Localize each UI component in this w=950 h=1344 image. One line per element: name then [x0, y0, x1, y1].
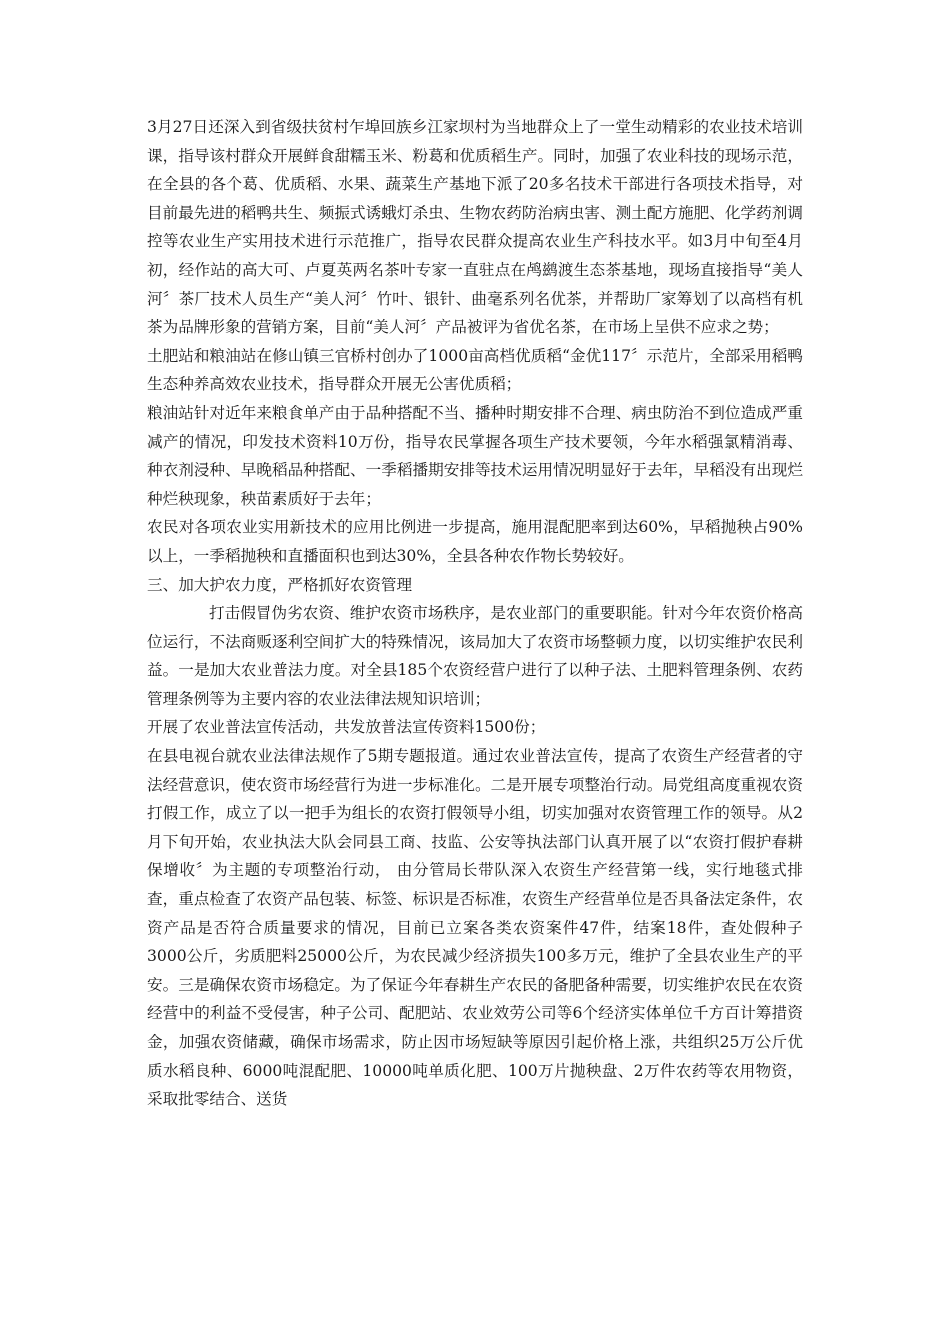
paragraph-anti-counterfeit: 打击假冒伪劣农资、维护农资市场秩序，是农业部门的重要职能。针对今年农资价格高位运行，不法商贩逐利空间扩大的特殊情况，该局加大了农资市场整顿力度，以切实维护农民利益。一是加大农业普法力度。对全县185个农资经营户进行了以种子法、土肥料管理条例、农药管理条例等为主要内容的农业法律法规知识培训； [147, 604, 803, 708]
paragraph-soil-fertilizer-station: 土肥站和粮油站在修山镇三官桥村创办了1000亩高档优质稻“金优117〞示范片，全部采用稻鸭生态种养高效农业技术，指导群众开展无公害优质稻； [147, 346, 803, 394]
document-body [147, 113, 803, 1114]
paragraph-grain-oil-station: 粮油站针对近年来粮食单产由于品种搭配不当、播种时期安排不合理、病虫防治不到位造成严重减产的情况，印发技术资料10万份，指导农民掌握各项生产技术要领，今年水稻强氯精消毒、种衣剂浸种、早晚稻品种搭配、一季稻播期安排等技术运用情况明显好于去年，早稻没有出现烂种烂秧现象，秧苗素质好于去年； [147, 403, 803, 508]
paragraph-tech-training: 3月27日还深入到省级扶贫村乍埠回族乡江家坝村为当地群众上了一堂生动精彩的农业技术培训课，指导该村群众开展鲜食甜糯玉米、粉葛和优质稻生产。同时，加强了农业科技的现场示范，在全县的各个葛、优质稻、水果、蔬菜生产基地下派了20多名技术干部进行各项技术指导，对目前最先进的稻鸭共生、频振式诱蛾灯杀虫、生物农药防治病虫害、测土配方施肥、化学药剂调控等农业生产实用技术进行示范推广，指导农民群众提高农业生产科技水平。如3月中旬至4月初，经作站的高大可、卢夏英两名茶叶专家一直驻点在鸬鹚渡生态茶基地，现场直接指导“美人河〞茶厂技术人员生产“美人河〞竹叶、银针、曲毫系列名优茶，并帮助厂家筹划了以高档有机茶为品牌形象的营销方案，目前“美人河〞产品被评为省优名茶，在市场上呈供不应求之势； [147, 118, 803, 337]
section-heading: 三、加大护农力度，严格抓好农资管理 [147, 575, 413, 594]
paragraph-law-publicity: 开展了农业普法宣传活动，共发放普法宣传资料1500份； [147, 718, 546, 737]
paragraph-tv-reports: 在县电视台就农业法律法规作了5期专题报道。通过农业普法宣传，提高了农资生产经营者的守法经营意识，使农资市场经营行为进一步标准化。二是开展专项整治行动。局党组高度重视农资打假工作，成立了以一把手为组长的农资打假领导小组，切实加强对农资管理工作的领导。从2月下旬开始，农业执法大队会同县工商、技监、公安等执法部门认真开展了以“农资打假护春耕保增收〞为主题的专项整治行动， 由分管局长带队深入农资生产经营第一线，实行地毯式排查，重点检查了农资产品包装、标签、标识是否标准，农资生产经营单位是否具备法定条件，农资产品是否符合质量要求的情况，目前已立案各类农资案件47件，结案18件，查处假种子3000公斤，劣质肥料25000公斤，为农民减少经济损失100多万元，维护了全县农业生产的平安。三是确保农资市场稳定。为了保证今年春耕生产农民的备肥备种需要，切实维护农民在农资经营中的利益不受侵害，种子公司、配肥站、农业效劳公司等6个经济实体单位千方百计筹措资金，加强农资储藏，确保市场需求，防止因市场短缺等原因引起价格上涨，共组织25万公斤优质水稻良种、6000吨混配肥、10000吨单质化肥、100万片抛秧盘、2万件农药等农用物资，采取批零结合、送货 [147, 747, 803, 1109]
paragraph-tech-adoption: 农民对各项农业实用新技术的应用比例进一步提高，施用混配肥率到达60%，早稻抛秧占90%以上，一季稻抛秧和直播面积也到达30%，全县各种农作物长势较好。 [147, 518, 803, 565]
